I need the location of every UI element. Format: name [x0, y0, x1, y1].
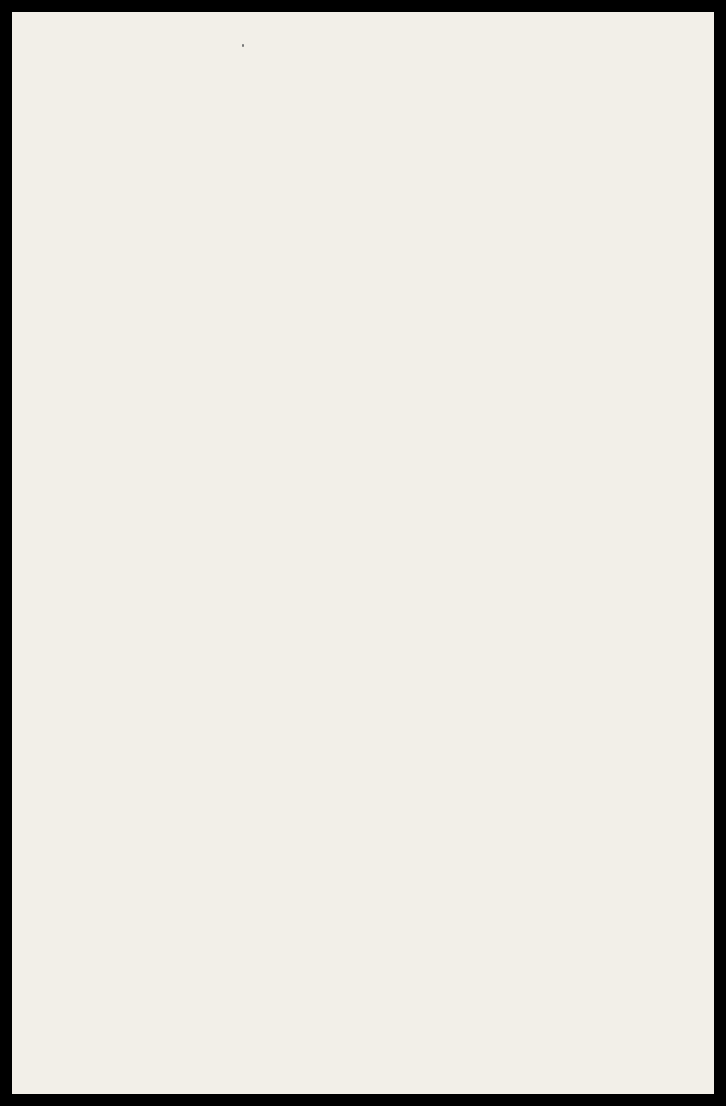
- book-page: [12, 12, 714, 1094]
- speck: [242, 44, 244, 47]
